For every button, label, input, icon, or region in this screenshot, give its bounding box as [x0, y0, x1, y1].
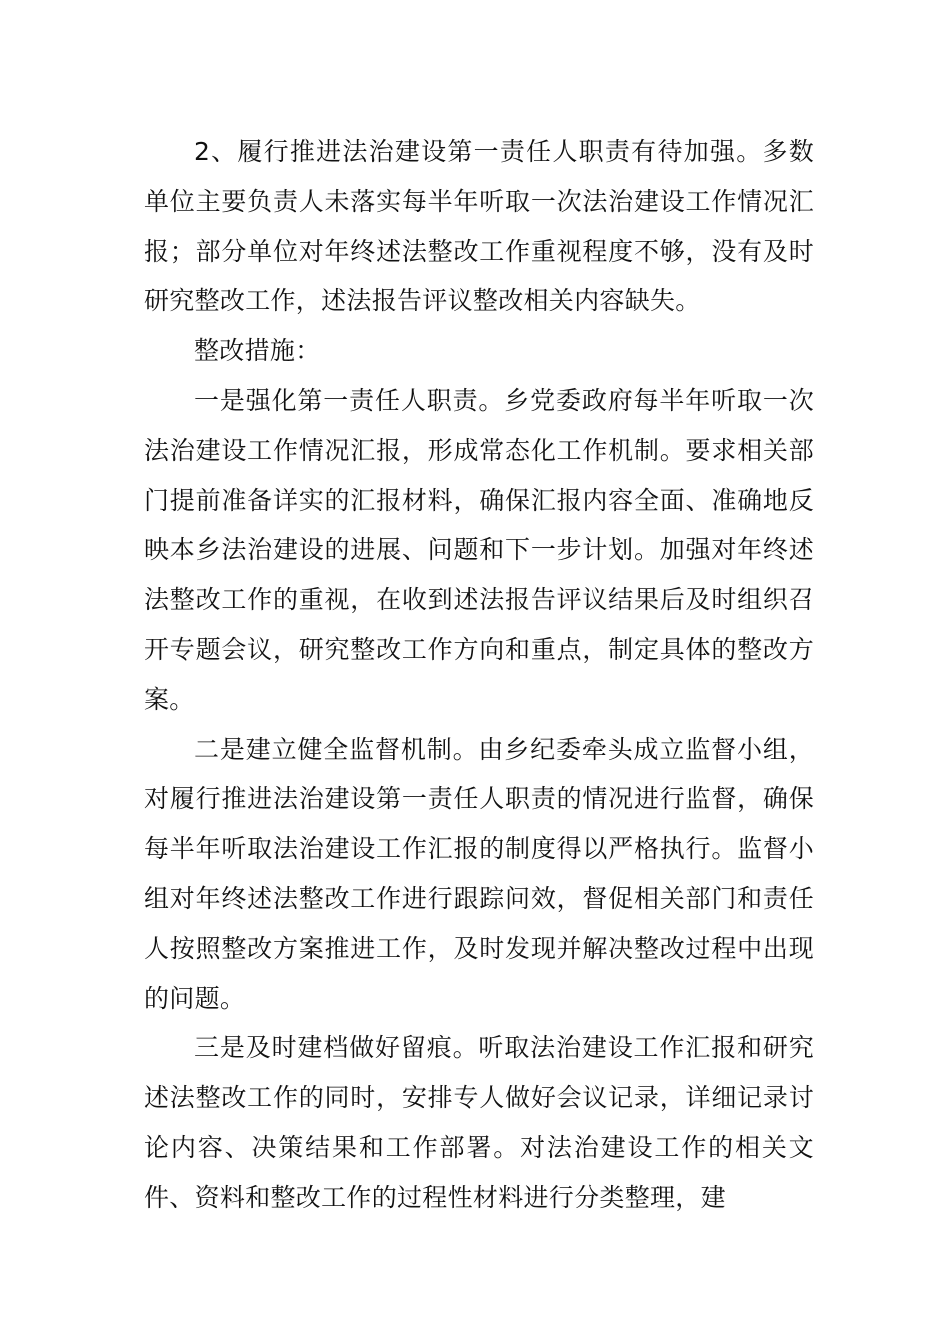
- paragraph-issue-2: 2、履行推进法治建设第一责任人职责有待加强。多数单位主要负责人未落实每半年听取一次法治建设工作情况汇报；部分单位对年终述法整改工作重视程度不够，没有及时研究整改工作，述法报告评议整改相关内容缺失。: [144, 137, 814, 316]
- paragraph-measure-2: 二是建立健全监督机制。由乡纪委牵头成立监督小组，对履行推进法治建设第一责任人职责的情况进行监督，确保每半年听取法治建设工作汇报的制度得以严格执行。监督小组对年终述法整改工作进行跟踪问效，督促相关部门和责任人按照整改方案推进工作，及时发现并解决整改过程中出现的问题。: [144, 734, 814, 1013]
- paragraph-measure-3: 三是及时建档做好留痕。听取法治建设工作汇报和研究述法整改工作的同时，安排专人做好会议记录，详细记录讨论内容、决策结果和工作部署。对法治建设工作的相关文件、资料和整改工作的过程性材料进行分类整理，建: [144, 1033, 814, 1212]
- paragraph-measure-1: 一是强化第一责任人职责。乡党委政府每半年听取一次法治建设工作情况汇报，形成常态化工作机制。要求相关部门提前准备详实的汇报材料，确保汇报内容全面、准确地反映本乡法治建设的进展、问题和下一步计划。加强对年终述法整改工作的重视，在收到述法报告评议结果后及时组织召开专题会议，研究整改工作方向和重点，制定具体的整改方案。: [144, 385, 814, 714]
- document-body: [144, 127, 814, 1223]
- paragraph-measures-heading: 整改措施：: [194, 336, 321, 366]
